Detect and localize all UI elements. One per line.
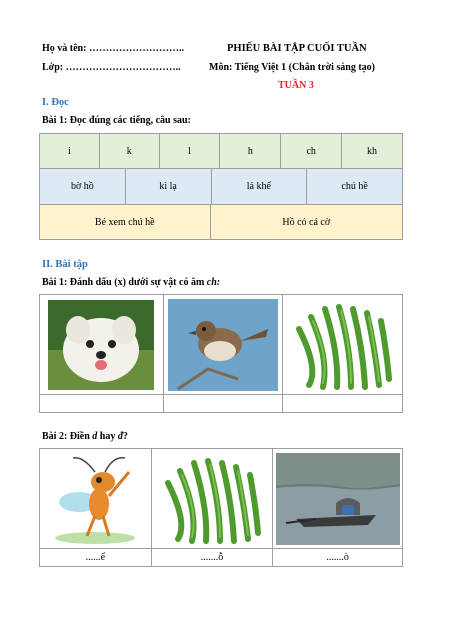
puppy-icon (48, 300, 154, 390)
sound-ch: ch: (206, 277, 221, 288)
boat-image-cell (273, 449, 403, 549)
word-cell: lá khế (211, 169, 307, 205)
answer-box[interactable] (163, 395, 283, 413)
fill-blank[interactable]: .......ò (273, 549, 403, 567)
week-label: TUẦN 3 (278, 80, 314, 91)
exercise-2-2-instruction: Bài 2: Điền d hay đ? (42, 431, 128, 442)
fill-blank[interactable]: .......ỗ (151, 549, 272, 567)
bird-image-cell (163, 295, 283, 395)
answer-box[interactable] (283, 395, 403, 413)
subject-line: Môn: Tiếng Việt 1 (Chân trời sáng tạo) (209, 62, 376, 73)
green-beans-icon (158, 453, 266, 545)
green-beans-icon (289, 299, 397, 391)
worksheet-title: PHIẾU BÀI TẬP CUỐI TUẦN (227, 43, 367, 54)
name-line: Họ và tên: ……………………….. (42, 43, 184, 54)
beans-image-cell (283, 295, 403, 395)
answer-box[interactable] (40, 395, 164, 413)
letter-cell: i (40, 134, 100, 169)
sentences-table (39, 204, 403, 240)
letter-cell: kh (342, 134, 403, 169)
section-exercises-heading: II. Bài tập (42, 259, 88, 270)
sentence-cell: Bé xem chú hề (40, 205, 211, 240)
word-cell: chú hề (307, 169, 403, 205)
beans2-image-cell (151, 449, 272, 549)
cricket-image-cell (40, 449, 152, 549)
bird-icon (168, 299, 278, 391)
words-table (39, 168, 403, 205)
letter-cell: h (220, 134, 281, 169)
exercise-2-1-instruction: Bài 1: Đánh dấu (x) dưới sự vật có âm ch: (42, 277, 221, 288)
letter-cell: k (99, 134, 159, 169)
boat-icon (276, 453, 400, 545)
letter-cell: ch (281, 134, 342, 169)
exercise-1-instruction: Bài 1: Đọc đúng các tiếng, câu sau: (42, 115, 191, 126)
cricket-icon (43, 452, 147, 546)
sentence-cell: Hồ có cá cờ (210, 205, 402, 240)
word-cell: bờ hồ (40, 169, 126, 205)
word-cell: kì lạ (125, 169, 211, 205)
puppy-image-cell (40, 295, 164, 395)
class-line: Lớp: …………………………….. (42, 62, 181, 73)
letter-cell: l (159, 134, 220, 169)
fill-blank[interactable]: ......ế (40, 549, 152, 567)
exercise-2-table (39, 448, 403, 567)
letters-table (39, 133, 403, 169)
section-reading-heading: I. Đọc (42, 97, 69, 108)
exercise-1-table (39, 294, 403, 413)
